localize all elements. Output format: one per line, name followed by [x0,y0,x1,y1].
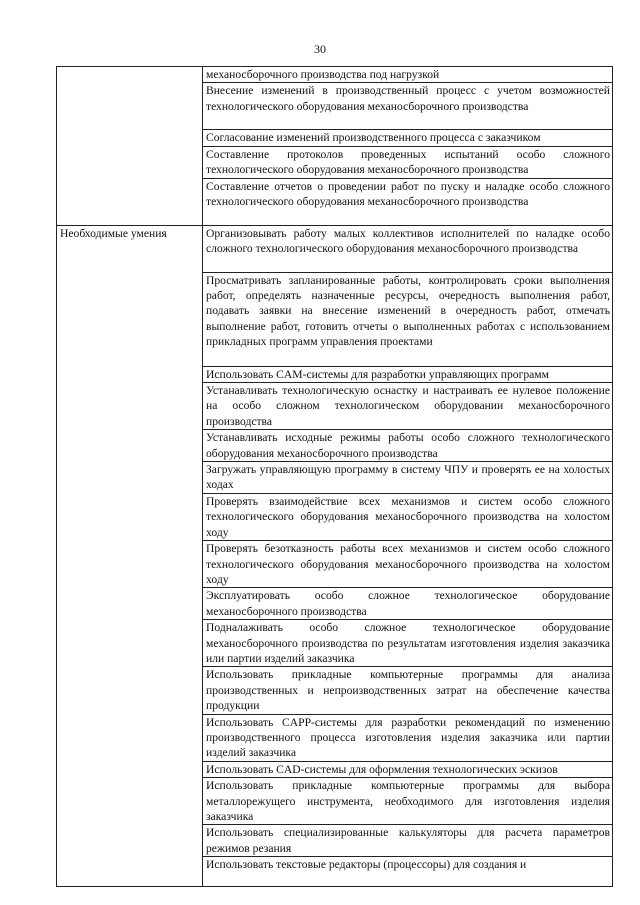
row-text: Составление отчетов о проведении работ по пуску и наладке особо сложного технологического оборудования механосборочного производства [203,178,613,225]
row-text: Использовать CAD-системы для оформления технологических эскизов [203,761,613,777]
row-label [57,67,203,226]
row-text: Использовать прикладные компьютерные программы для анализа производственных и непроизводственных затрат на обеспечение качества продукции [203,667,613,714]
row-text: Подналаживать особо сложное технологическое оборудование механосборочного производства по результатам изготовления изделия заказчика или партии изделий заказчика [203,620,613,667]
section-label: Необходимые умения [57,225,203,887]
row-text: Загружать управляющую программу в систему ЧПУ и проверять ее на холостых ходах [203,462,613,494]
row-text: Использовать CAPP-системы для разработки рекомендаций по изменению производственного процесса изготовления изделия заказчика или партии изделий заказчика [203,714,613,761]
row-text: Проверять взаимодействие всех механизмов и систем особо сложного технологического оборудования механосборочного производства на холостом ходу [203,493,613,540]
table-row [57,67,613,83]
row-text: Внесение изменений в производственный процесс с учетом возможностей технологического оборудования механосборочного производства [203,83,613,130]
row-text: Использовать текстовые редакторы (процессоры) для создания и [203,857,613,887]
row-text: Организовывать работу малых коллективов исполнителей по наладке особо сложного технологического оборудования механосборочного производства [203,225,613,272]
row-text: Использовать прикладные компьютерные программы для выбора металлорежущего инструмента, необходимого для изготовления изделия заказчика [203,778,613,825]
table-row [57,225,613,272]
row-text: Согласование изменений производственного процесса с заказчиком [203,130,613,146]
row-text: Устанавливать исходные режимы работы особо сложного технологического оборудования механосборочного производства [203,430,613,462]
row-text: Эксплуатировать особо сложное технологическое оборудование механосборочного производства [203,588,613,620]
page-number: 30 [314,42,326,56]
row-text: Составление протоколов проведенных испытаний особо сложного технологического оборудования механосборочного производства [203,146,613,178]
requirements-table [56,66,613,887]
row-text: Использовать CAM-системы для разработки управляющих программ [203,366,613,382]
row-text: Использовать специализированные калькуляторы для расчета параметров режимов резания [203,825,613,857]
row-text: Устанавливать технологическую оснастку и настраивать ее нулевое положение на особо сложном технологическом оборудовании механосборочного производства [203,383,613,430]
row-text: Проверять безотказность работы всех механизмов и систем особо сложного технологического оборудования механосборочного производства на холостом ходу [203,541,613,588]
row-text: Просматривать запланированные работы, контролировать сроки выполнения работ, определять назначенные ресурсы, очередность выполнения работ, подавать заявки на внесение изменений в очередность работ, отмечать выполнение работ, готовить отчеты о выполненных работах с использованием прикладных программ управления проектами [203,272,613,366]
row-text: механосборочного производства под нагрузкой [203,67,613,83]
